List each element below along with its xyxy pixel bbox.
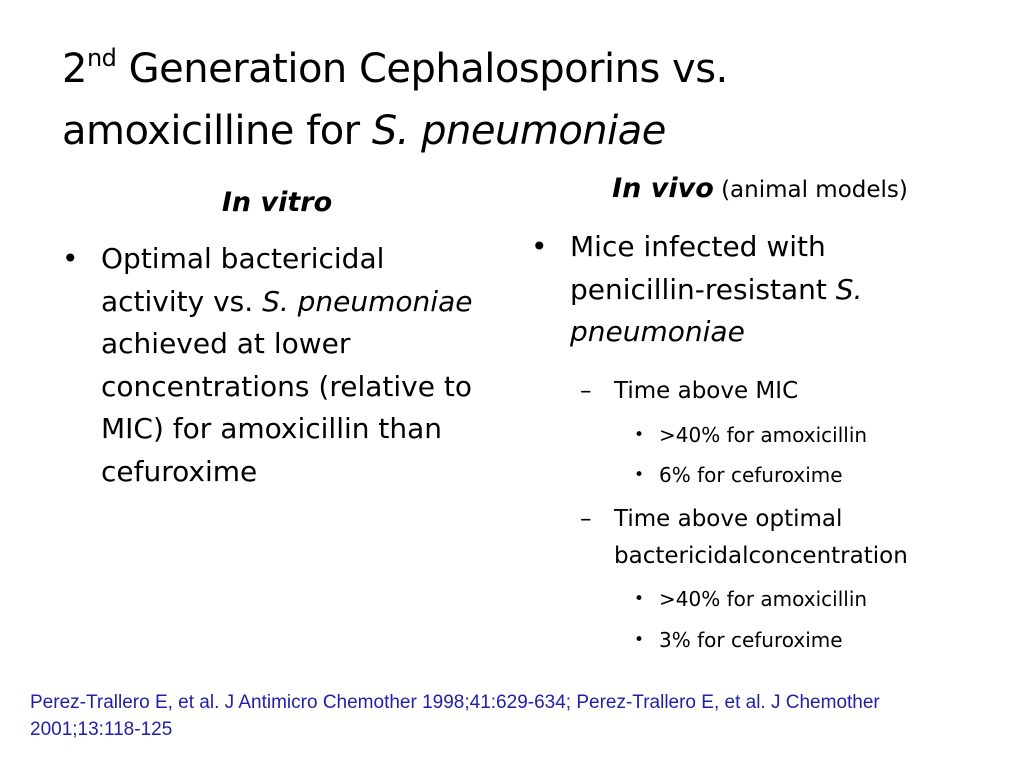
sub-sub-bullet xyxy=(634,620,964,660)
right-bullet-italic: S. pneumoniae xyxy=(570,272,863,348)
sub-sub-bullet-text: 3% for cefuroxime xyxy=(659,628,843,652)
slide-title xyxy=(62,38,962,162)
sub-sub-bullet xyxy=(634,415,964,455)
bullet-icon: • xyxy=(634,589,645,609)
title-number: 2 xyxy=(62,46,87,92)
left-bullet-text xyxy=(101,238,492,493)
right-bullet-text xyxy=(570,226,931,354)
dash-icon: – xyxy=(580,506,592,532)
bullet-icon: • xyxy=(531,230,548,263)
right-heading-rest: (animal models) xyxy=(713,177,908,203)
sub-sub-bullet-text: >40% for amoxicillin xyxy=(659,587,868,611)
right-column-heading xyxy=(530,172,990,207)
sub-sub-bullet-text: >40% for amoxicillin xyxy=(659,423,868,447)
bullet-icon: • xyxy=(634,465,645,485)
sub-bullet-label: Time above optimal bactericidalconcentration xyxy=(614,506,908,569)
bullet-icon: • xyxy=(62,242,79,275)
sub-sub-bullet xyxy=(634,455,964,495)
bullet-icon: • xyxy=(634,630,645,650)
sub-bullet-time-above-optimal xyxy=(580,501,960,575)
sub-bullet-time-above-mic xyxy=(580,373,960,410)
left-bullet-part1: Optimal bactericidal activity vs. xyxy=(101,242,385,318)
dash-icon: – xyxy=(580,378,592,404)
right-heading-italic: In vivo xyxy=(612,173,714,204)
sub-sub-bullet xyxy=(634,579,964,619)
sub-bullet-label: Time above MIC xyxy=(614,378,799,404)
title-line2-plain: amoxicilline for xyxy=(62,108,372,154)
references: Perez-Trallero E, et al. J Antimicro Chemother 1998;41:629-634; Perez-Trallero E, et al. J Chemother 2001;13:118-125 xyxy=(30,692,880,740)
sub-sub-bullet-text: 6% for cefuroxime xyxy=(659,463,843,487)
bullet-icon: • xyxy=(634,425,645,445)
left-bullet-part2: achieved at lower concentrations (relative to MIC) for amoxicillin than cefuroxime xyxy=(101,327,472,488)
title-line2-italic: S. pneumoniae xyxy=(371,108,666,154)
right-bullet-part1: Mice infected with penicillin-resistant xyxy=(570,230,836,306)
left-heading-text: In vitro xyxy=(221,187,333,218)
right-bullet xyxy=(531,226,931,354)
title-line1-rest: Generation Cephalosporins vs. xyxy=(116,46,728,92)
left-bullet xyxy=(62,238,492,493)
title-superscript: nd xyxy=(86,44,117,72)
left-column-heading xyxy=(62,186,492,220)
left-bullet-italic: S. pneumoniae xyxy=(262,284,473,318)
